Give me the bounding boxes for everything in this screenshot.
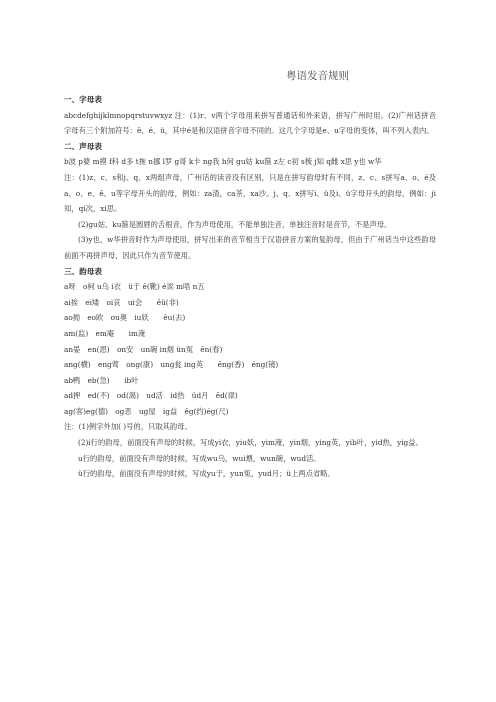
section-heading-finals: 三、韵母表 bbox=[64, 266, 102, 276]
initials-note-2: (2)gu姑、ku箍是圆唇的舌根音，作为声母使用，不能单独注音，单独注音时是音节，不是声母。 bbox=[78, 219, 392, 229]
finals-row: ab鸭 eb(急) ib叶 bbox=[64, 375, 139, 385]
finals-row: am(监) em庵 im淹 bbox=[64, 328, 146, 338]
finals-note-2: (2)i行的韵母，前面没有声母的时候，写成yi衣，yiu妖，yim淹，yin烟，ying英，yib叶，yid热，yig益。 bbox=[78, 438, 423, 448]
initials-list: b波 p婆 m摸 f科 d多 t拖 n挪 l罗 g哥 k卡 ng我 h何 gu姑 ku箍 z左 c初 s梳 j知 q雌 x思 y也 w华 bbox=[64, 157, 382, 167]
document-body bbox=[64, 92, 436, 482]
initials-note-1: 注：(1)z、c、s和j、q、x两组声母，广州话的读音没有区别，只是在拼写韵母时有不同，z、c、s拼写a、o、é及a、o、e、ê、u等字母开头的韵母，例如：za渣，ca茶，xa沙。j、q、x拼写i、ü及i、ü字母开头的韵母，例如：ji知，qi次，xi思。 bbox=[64, 172, 436, 214]
finals-row: ai挨 ei矮 oi哀 ui会 êü(非) bbox=[64, 297, 179, 307]
initials-note-3: (3)y也，w华拼音时作为声母使用，拼写出来的音节相当于汉语拼音方案的复韵母，但由于广州话当中这些韵母前面不再拼声母，因此只作为音节使用。 bbox=[64, 235, 436, 260]
alphabet-paragraph: abcdefghijklmnopqrstuvwxyz 注：(1)r、v两个字母用来拼写普通话和外来语，拼写广州时用。(2)广州话拼音字母有三个附加符号：ê、é、ü，其中é是和汉语拼音字母不同的。这几个字母是e、u字母的变体，叫不列入表内。 bbox=[64, 110, 436, 136]
finals-note-3: u行的韵母，前面没有声母的时候，写成wu乌，wui煨，wun碗，wud活。 bbox=[78, 453, 321, 463]
finals-row: a呀 o柯 u乌 i衣 ü于 ê(靴) é诶 m唔 n五 bbox=[64, 282, 205, 292]
finals-row: ad押 ed(不) od(渴) ud活 id热 üd月 êd(律) bbox=[64, 391, 238, 401]
finals-row: ao拗 eo欧 ou奥 iu妖 êu(去) bbox=[64, 313, 186, 323]
finals-note-1: 注：(1)例字外加( )号的，只取其韵母。 bbox=[64, 422, 192, 432]
finals-row: an晏 en(恩) on安 un碗 in烟 ün冤 ên(春) bbox=[64, 344, 223, 354]
finals-note-4: ü行的韵母，前面没有声母的时候，写成yu于，yun冤，yud月；ü上两点省略。 bbox=[78, 469, 335, 479]
section-heading-alphabet: 一、字母表 bbox=[64, 95, 102, 104]
document-title: 粤语发音规则 bbox=[286, 70, 349, 82]
section-heading-initials: 二、声母表 bbox=[64, 141, 102, 151]
finals-row: ag(客)eg(德) og恶 ug屋 ig益 êg(约)ég(尺) bbox=[64, 406, 229, 416]
finals-row: ang(横) eng莺 ong(康) ung瓮 ing英 êng(香) éng(镜) bbox=[64, 360, 279, 370]
